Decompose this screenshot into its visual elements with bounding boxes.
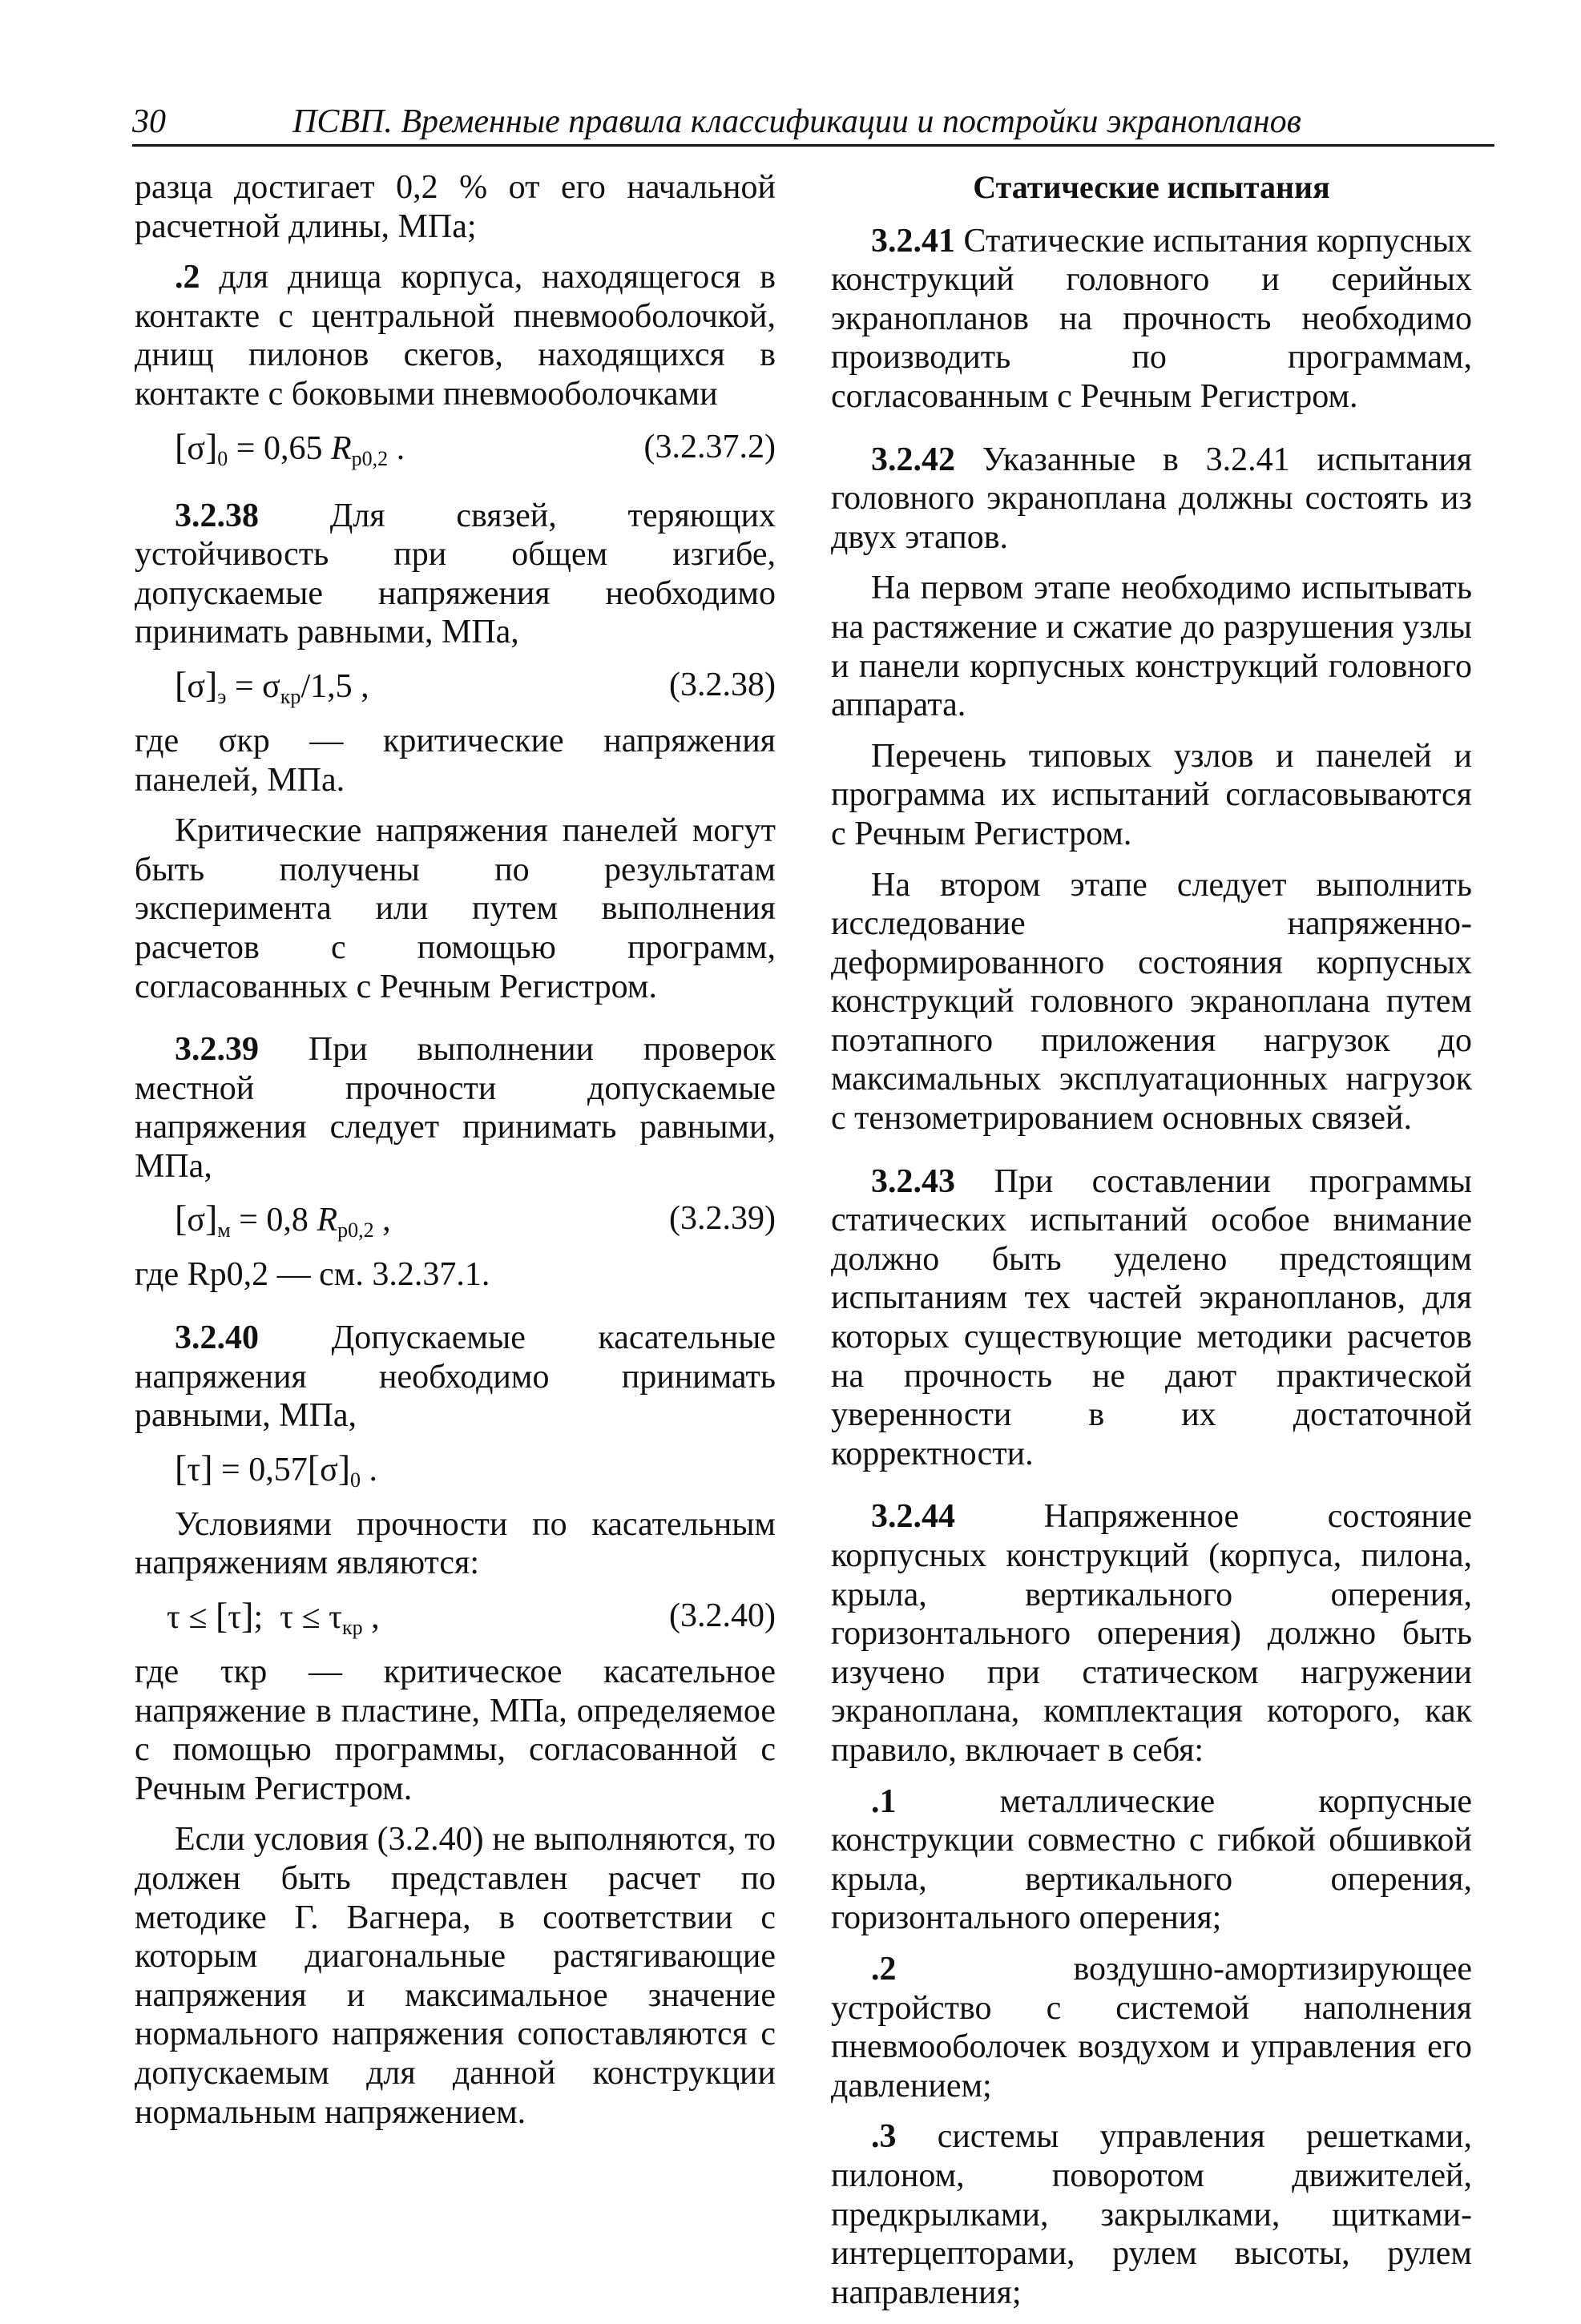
section-heading: Статические испытания bbox=[973, 169, 1330, 205]
paragraph: Перечень типовых узлов и панелей и программа их испытаний согласовываются с Речным Регистром. bbox=[831, 737, 1472, 852]
paragraph: где σкр — критические напряжения панелей, МПа. bbox=[135, 722, 776, 799]
paragraph bbox=[135, 1319, 776, 1436]
equation-number: (3.2.37.2) bbox=[643, 428, 776, 465]
equation-formula: $[\sigma]_э = \sigma_{кр}/1,5$ , bbox=[175, 663, 369, 708]
item-number: .2 bbox=[175, 259, 200, 296]
equation bbox=[135, 1198, 776, 1244]
section-number: 3.2.41 bbox=[871, 222, 955, 260]
section-number: 3.2.39 bbox=[175, 1031, 259, 1069]
section-number: 3.2.42 bbox=[871, 441, 955, 478]
left-column bbox=[135, 168, 776, 2144]
paragraph bbox=[831, 1782, 1472, 1938]
paragraph bbox=[831, 441, 1472, 558]
paragraph-text: При выполнении проверок местной прочности допускаемые напряжения следует принимать равными, МПа, bbox=[135, 1031, 776, 1185]
running-header bbox=[132, 103, 1494, 147]
paragraph-text: металлические корпусные конструкции совместно с гибкой обшивкой крыла, вертикального оперения, горизонтального оперения; bbox=[831, 1782, 1472, 1937]
paragraph-text: Указанные в 3.2.41 испытания головного экраноплана должны состоять из двух этапов. bbox=[831, 441, 1472, 556]
paragraph-text: для днища корпуса, находящегося в контакте с центральной пневмооболочкой, днищ пилонов скегов, находящихся в контакте с боковыми пневмооболочками bbox=[135, 259, 776, 413]
equation bbox=[135, 1448, 776, 1494]
paragraph-text: воздушно-амортизирующее устройство с системой наполнения пневмооболочек воздухом и управления его давлением; bbox=[831, 1950, 1472, 2104]
section-number: 3.2.38 bbox=[175, 497, 259, 534]
paragraph: На втором этапе следует выполнить исследование напряженно-деформированного состояния корпусных конструкций головного экраноплана путем поэтапного приложения нагрузок до максимальных эксплуатационных нагрузок с тензометрированием основных связей. bbox=[831, 866, 1472, 1138]
equation bbox=[135, 664, 776, 711]
paragraph: где Rp0,2 — см. 3.2.37.1. bbox=[135, 1256, 490, 1294]
running-title: ПСВП. Временные правила классификации и постройки экранопланов bbox=[292, 103, 1301, 140]
paragraph-text: системы управления решетками, пилоном, поворотом движителей, предкрылками, закрылками, щитками-интерцепторами, рулем высоты, рулем направления; bbox=[831, 2118, 1472, 2311]
item-number: .2 bbox=[871, 1950, 897, 1988]
paragraph bbox=[135, 258, 776, 413]
section-number: 3.2.40 bbox=[175, 1319, 259, 1357]
item-number: .1 bbox=[871, 1782, 897, 1820]
paragraph: где τкр — критическое касательное напряжение в пластине, МПа, определяемое с помощью программы, согласованной с Речным Регистром. bbox=[135, 1653, 776, 1807]
equation-number: (3.2.39) bbox=[669, 1200, 776, 1238]
paragraph: Если условия (3.2.40) не выполняются, то должен быть представлен расчет по методике Г. Вагнера, в соответствии с которым диагональные растягивающие напряжения и максимальное значение нормального напряжения сопоставляются с допускаемым для данной конструкции нормальным напряжением. bbox=[135, 1821, 776, 2131]
equation-formula: $[\sigma]_0 = 0,65$ $R_{p0,2}$ . bbox=[175, 425, 405, 470]
paragraph: На первом этапе необходимо испытывать на растяжение и сжатие до разрушения узлы и панели корпусных конструкций головного аппарата. bbox=[831, 570, 1472, 724]
equation-number: (3.2.38) bbox=[669, 666, 776, 703]
paragraph bbox=[831, 1162, 1472, 1474]
equation-formula: $[\sigma]_м = 0,8$ $R_{p0,2}$ , bbox=[175, 1198, 391, 1243]
paragraph: Условиями прочности по касательным напряжениям являются: bbox=[135, 1505, 776, 1582]
paragraph bbox=[135, 497, 776, 652]
paragraph-text: Допускаемые касательные напряжения необходимо принимать равными, МПа, bbox=[135, 1319, 776, 1435]
paragraph-text: При составлении программы статических испытаний особое внимание должно быть уделено предстоящим испытаниям тех частей экранопланов, для которых существующие методики расчетов на прочность не дают практической уверенности в их достаточной корректности. bbox=[831, 1162, 1472, 1472]
paragraph-text: Напряженное состояние корпусных конструкций (корпуса, пилона, крыла, вертикального оперения, горизонтального оперения) должно быть изучено при статическом нагружении экраноплана, комплектация которого, как правило, включает в себя: bbox=[831, 1498, 1472, 1769]
paragraph bbox=[831, 2117, 1472, 2312]
paragraph: разца достигает 0,2 % от его начальной расчетной длины, МПа; bbox=[135, 169, 776, 245]
paragraph: Критические напряжения панелей могут быть получены по результатам эксперимента или путем выполнения расчетов с помощью программ, согласованных с Речным Регистром. bbox=[135, 812, 776, 1005]
equation-number: (3.2.40) bbox=[669, 1597, 776, 1635]
paragraph bbox=[831, 222, 1472, 417]
paragraph-text: Статические испытания корпусных конструкций головного и серийных экранопланов на прочность необходимо производить по программам, согласованным с Речным Регистром. bbox=[831, 222, 1472, 415]
right-column bbox=[831, 168, 1472, 2324]
equation-formula: $[\tau] = 0,57[\sigma]_0$ . bbox=[175, 1447, 378, 1492]
section-number: 3.2.44 bbox=[871, 1498, 955, 1536]
equation bbox=[135, 1595, 776, 1641]
equation-formula: τ ≤ [τ]; $\tau \le \tau_{кр}$ , bbox=[167, 1595, 380, 1640]
item-number: .3 bbox=[871, 2118, 897, 2156]
page-number: 30 bbox=[132, 103, 166, 140]
paragraph bbox=[831, 1950, 1472, 2105]
paragraph-text: Для связей, теряющих устойчивость при общем изгибе, допускаемые напряжения необходимо принимать равными, МПа, bbox=[135, 497, 776, 651]
section-number: 3.2.43 bbox=[871, 1162, 955, 1200]
equation bbox=[135, 426, 776, 473]
paragraph bbox=[135, 1030, 776, 1186]
paragraph bbox=[831, 1497, 1472, 1770]
